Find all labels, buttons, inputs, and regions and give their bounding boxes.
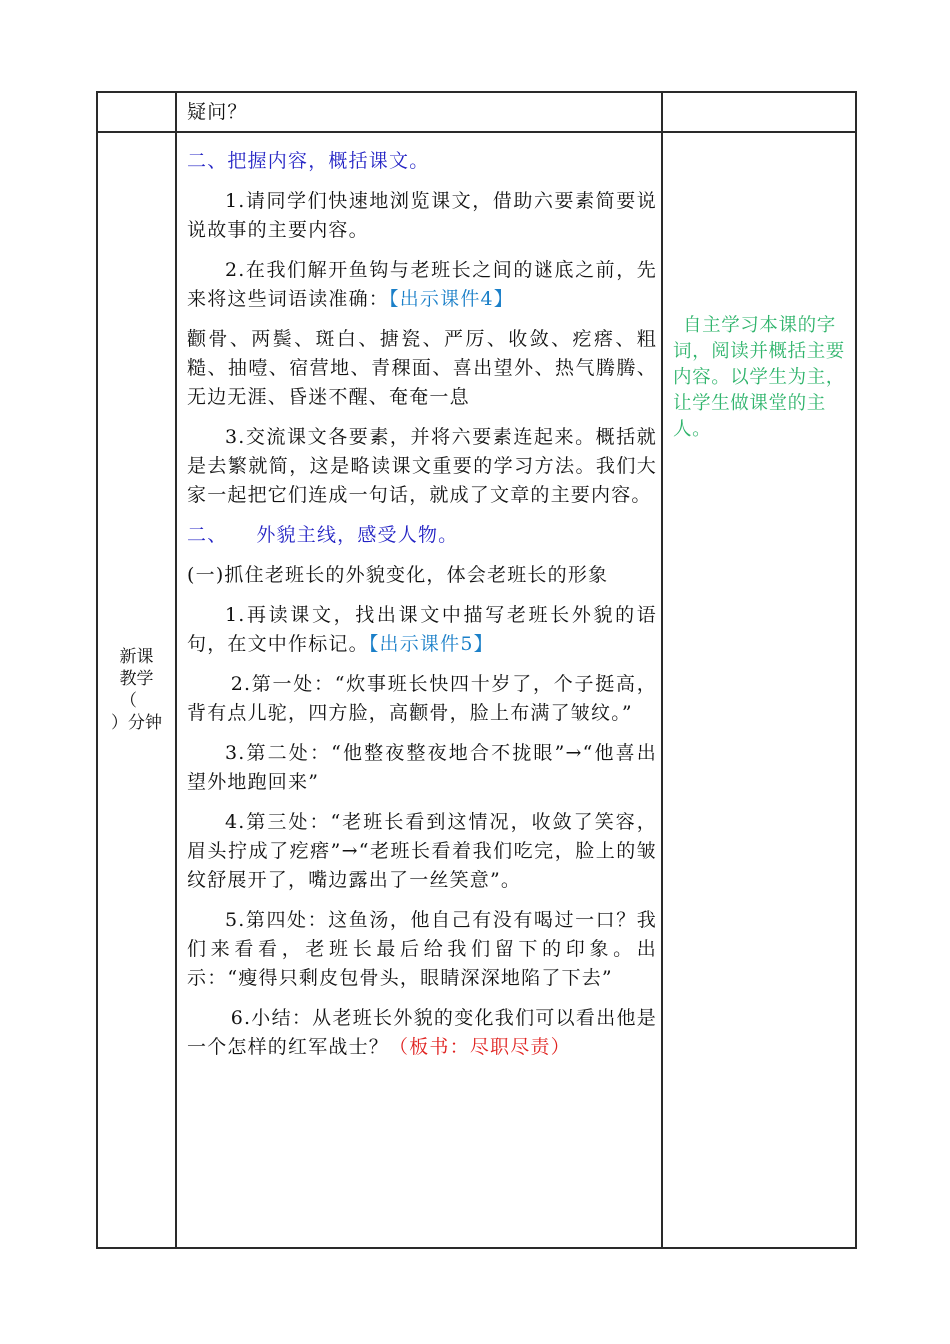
stage-label-cell — [97, 92, 176, 132]
paragraph: 3.交流课文各要素，并将六要素连起来。概括就是去繁就简，这是略读课文重要的学习方法。我们大家一起把它们连成一句话，就成了文章的主要内容。 — [187, 426, 657, 506]
paragraph: 2.在我们解开鱼钩与老班长之间的谜底之前，先来将这些词语读准确：【出示课件4】 — [187, 259, 657, 310]
table-row — [97, 132, 856, 1248]
paragraph: 1.请同学们快速地浏览课文，借助六要素简要说说故事的主要内容。 — [187, 190, 657, 241]
stage-label: 新课 教学 （ ）分钟 — [111, 647, 162, 733]
courseware-reference: 【出示课件4】 — [389, 288, 515, 310]
stage-label-cell — [97, 132, 176, 1248]
content-cell — [176, 132, 662, 1248]
section-heading: 二、把握内容，概括课文。 — [187, 150, 430, 172]
paragraph: 4.第三处：“老班长看到这情况，收敛了笑容，眉头拧成了疙瘩”→“老班长看着我们吃完，脸上的皱纹舒展开了，嘴边露出了一丝笑意”。 — [187, 811, 657, 891]
continued-text: 疑问？ — [187, 101, 248, 123]
paragraph: 2.第一处：“炊事班长快四十岁了，个子挺高，背有点儿驼，四方脸，高颧骨，脸上布满了皱纹。” — [187, 673, 657, 724]
paragraph: 5.第四处：这鱼汤，他自己有没有喝过一口？我们来看看，老班长最后给我们留下的印象。出示：“瘦得只剩皮包骨头，眼睛深深地陷了下去” — [187, 909, 657, 989]
content-cell — [176, 92, 662, 132]
note-cell — [662, 92, 856, 132]
note-cell — [662, 132, 856, 1248]
design-intent-note: 自主学习本课的字词，阅读并概括主要内容。以学生为主，让学生做课堂的主人。 — [673, 315, 845, 440]
section-heading: 二、 外貌主线，感受人物。 — [187, 524, 459, 546]
paragraph: 1.再读课文，找出课文中描写老班长外貌的语句，在文中作标记。【出示课件5】 — [187, 604, 657, 655]
paragraph: 3.第二处：“他整夜整夜地合不拢眼”→“他喜出望外地跑回来” — [187, 742, 657, 793]
subheading: (一)抓住老班长的外貌变化，体会老班长的形象 — [187, 564, 609, 586]
paragraph: 6.小结：从老班长外貌的变化我们可以看出他是一个怎样的红军战士？（板书：尽职尽责） — [187, 1007, 657, 1058]
lesson-plan-table — [96, 91, 857, 1249]
table-row — [97, 92, 856, 132]
vocabulary-list: 颧骨、两鬓、斑白、搪瓷、严厉、收敛、疙瘩、粗糙、抽噎、宿营地、青稞面、喜出望外、热气腾腾、无边无涯、昏迷不醒、奄奄一息 — [187, 328, 657, 408]
blackboard-note: （板书：尽职尽责） — [389, 1036, 571, 1058]
courseware-reference: 【出示课件5】 — [368, 633, 494, 655]
